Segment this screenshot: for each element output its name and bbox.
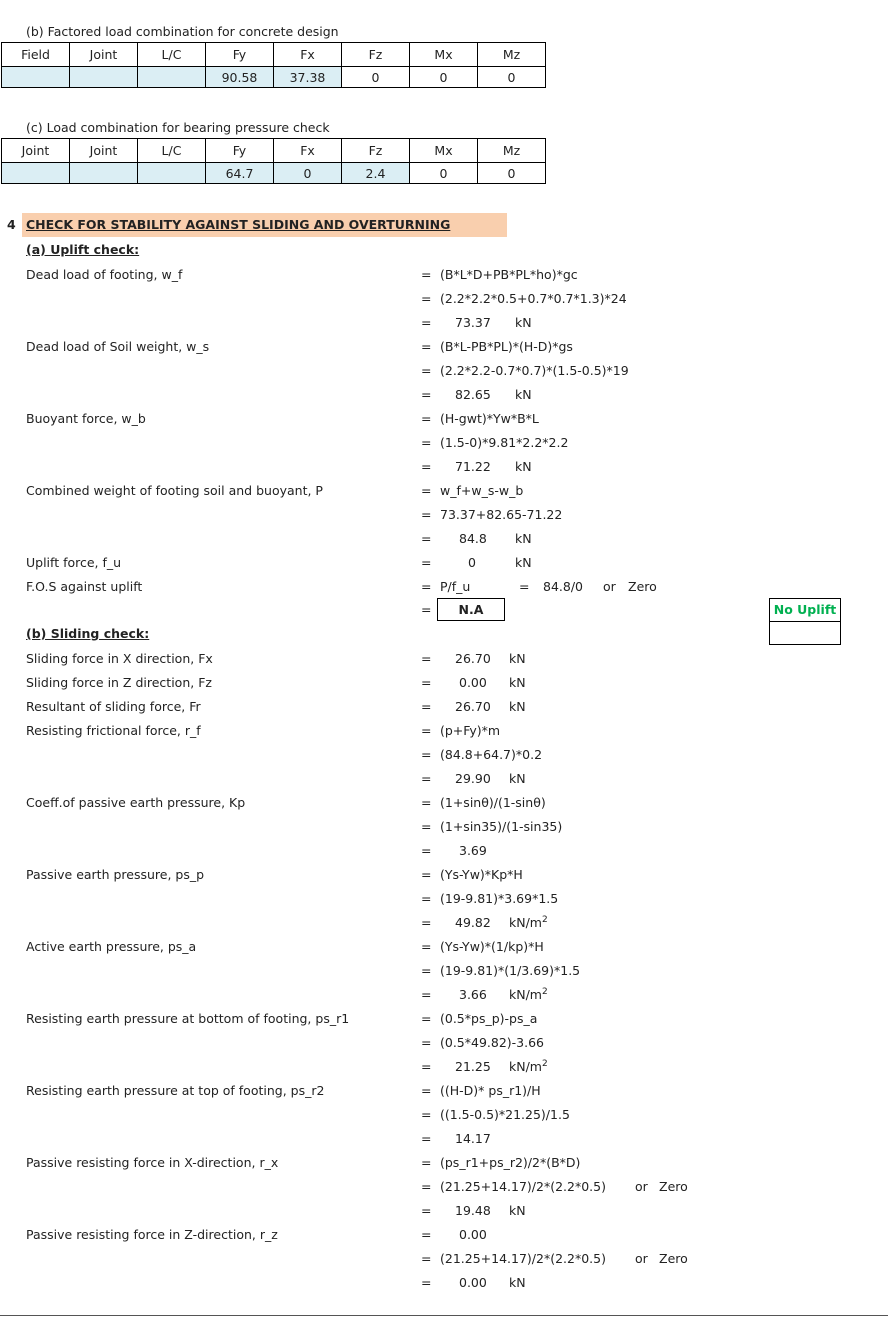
calc-formula: P/f_u xyxy=(440,579,471,594)
table-cell[interactable]: 0 xyxy=(410,67,478,88)
calc-value: 29.90 xyxy=(455,771,491,786)
table-cell[interactable] xyxy=(138,67,206,88)
equals-sign: = xyxy=(421,867,432,882)
unit-superscript: 2 xyxy=(541,987,548,997)
calc-label: Active earth pressure, ps_a xyxy=(26,939,197,954)
table-row xyxy=(2,163,546,184)
equals-sign: = xyxy=(421,507,432,522)
calc-formula: (B*L-PB*PL)*(H-D)*gs xyxy=(440,339,573,354)
calc-unit: kN xyxy=(509,651,526,666)
equals-sign: = xyxy=(421,267,432,282)
equals-sign: = xyxy=(421,1083,432,1098)
calc-unit xyxy=(509,915,548,930)
calc-value: 19.48 xyxy=(455,1203,491,1218)
equals-sign: = xyxy=(421,1227,432,1242)
calc-value: 14.17 xyxy=(455,1131,491,1146)
calc-label: Resisting frictional force, r_f xyxy=(26,723,201,738)
calc-value: 21.25 xyxy=(455,1059,491,1074)
load-combination-table-c xyxy=(1,138,546,184)
calc-unit: kN xyxy=(509,699,526,714)
table-header-row xyxy=(2,43,546,67)
table-header-cell: Fz xyxy=(342,43,410,67)
calc-value: 49.82 xyxy=(455,915,491,930)
calc-formula: (Ys-Yw)*Kp*H xyxy=(440,867,523,882)
calc-unit xyxy=(509,1059,548,1074)
table-cell[interactable] xyxy=(2,67,70,88)
calc-label: Resisting earth pressure at bottom of footing, ps_r1 xyxy=(26,1011,350,1026)
page-bottom-divider xyxy=(0,1315,888,1316)
calc-unit: kN xyxy=(515,387,532,402)
calc-unit: kN xyxy=(509,1203,526,1218)
calc-formula: (ps_r1+ps_r2)/2*(B*D) xyxy=(440,1155,581,1170)
calc-label: Dead load of footing, w_f xyxy=(26,267,183,282)
calc-unit: kN xyxy=(509,771,526,786)
calc-label: Uplift force, f_u xyxy=(26,555,122,570)
section-title: CHECK FOR STABILITY AGAINST SLIDING AND OVERTURNING xyxy=(26,217,451,232)
calc-substitution: (19-9.81)*(1/3.69)*1.5 xyxy=(440,963,581,978)
table-cell[interactable]: 0 xyxy=(342,67,410,88)
table-cell[interactable]: 2.4 xyxy=(342,163,410,184)
calc-formula: (p+Fy)*m xyxy=(440,723,501,738)
table-header-cell: Field xyxy=(2,43,70,67)
table-header-cell: Mx xyxy=(410,139,478,163)
equals-sign: = xyxy=(421,339,432,354)
equals-sign: = xyxy=(421,771,432,786)
table-cell[interactable]: 37.38 xyxy=(274,67,342,88)
table-header-cell: L/C xyxy=(138,139,206,163)
unit-superscript: 2 xyxy=(541,1059,548,1069)
table-header-cell: Joint xyxy=(2,139,70,163)
section-number: 4 xyxy=(7,217,16,232)
calc-value: 0.00 xyxy=(459,1275,487,1290)
calc-label: Resisting earth pressure at top of footing, ps_r2 xyxy=(26,1083,325,1098)
equals-sign: = xyxy=(421,1203,432,1218)
table-header-cell: Mz xyxy=(478,43,546,67)
calc-label: Buoyant force, w_b xyxy=(26,411,146,426)
equals-sign: = xyxy=(421,1107,432,1122)
unit-text: kN/m xyxy=(509,915,542,931)
equals-sign: = xyxy=(421,891,432,906)
equals-sign: = xyxy=(421,723,432,738)
or-text: or xyxy=(603,579,616,594)
calc-unit: kN xyxy=(509,675,526,690)
equals-sign: = xyxy=(421,1275,432,1290)
calc-formula: w_f+w_s-w_b xyxy=(440,483,524,498)
table-row xyxy=(2,67,546,88)
zero-text: Zero xyxy=(628,579,657,594)
table-cell[interactable]: 0 xyxy=(274,163,342,184)
equals-sign: = xyxy=(421,1131,432,1146)
table-cell[interactable]: 90.58 xyxy=(206,67,274,88)
calc-formula: (1+sinθ)/(1-sinθ) xyxy=(440,795,546,810)
unit-text: kN/m xyxy=(509,1059,542,1075)
unit-text: kN/m xyxy=(509,987,542,1003)
equals-sign: = xyxy=(421,915,432,930)
calc-value: 82.65 xyxy=(455,387,491,402)
calc-value: 0.00 xyxy=(459,675,487,690)
calc-formula: (H-gwt)*Yw*B*L xyxy=(440,411,539,426)
calc-formula: (B*L*D+PB*PL*ho)*gc xyxy=(440,267,578,282)
table-cell[interactable]: 64.7 xyxy=(206,163,274,184)
equals-sign: = xyxy=(421,435,432,450)
table-header-cell: Joint xyxy=(70,43,138,67)
table-header-cell: L/C xyxy=(138,43,206,67)
calc-value: 0.00 xyxy=(459,1227,487,1242)
equals-sign: = xyxy=(421,579,432,594)
equals-sign: = xyxy=(421,1155,432,1170)
calc-substitution: (0.5*49.82)-3.66 xyxy=(440,1035,545,1050)
or-text: or xyxy=(635,1179,648,1194)
equals-sign: = xyxy=(421,387,432,402)
equals-sign: = xyxy=(421,1251,432,1266)
equals-sign: = xyxy=(421,939,432,954)
equals-sign: = xyxy=(421,699,432,714)
table-c-caption: (c) Load combination for bearing pressure check xyxy=(26,120,330,135)
calc-substitution: (2.2*2.2-0.7*0.7)*(1.5-0.5)*19 xyxy=(440,363,629,378)
calc-label: Resultant of sliding force, Fr xyxy=(26,699,201,714)
equals-sign: = xyxy=(421,987,432,1002)
calc-label: Passive resisting force in Z-direction, r_z xyxy=(26,1227,278,1242)
table-cell[interactable]: 0 xyxy=(478,67,546,88)
calc-value: 84.8 xyxy=(459,531,487,546)
calc-substitution: (21.25+14.17)/2*(2.2*0.5) xyxy=(440,1179,606,1194)
calc-formula: (Ys-Yw)*(1/kp)*H xyxy=(440,939,544,954)
equals-sign: = xyxy=(421,819,432,834)
calc-value: 3.69 xyxy=(459,843,487,858)
equals-sign: = xyxy=(421,459,432,474)
or-text: or xyxy=(635,1251,648,1266)
equals-sign: = xyxy=(519,579,530,594)
table-cell[interactable]: 0 xyxy=(410,163,478,184)
equals-sign: = xyxy=(421,795,432,810)
uplift-status-box xyxy=(769,598,841,645)
unit-superscript: 2 xyxy=(541,915,548,925)
equals-sign: = xyxy=(421,411,432,426)
calc-label: Passive earth pressure, ps_p xyxy=(26,867,205,882)
table-cell[interactable] xyxy=(70,163,138,184)
equals-sign: = xyxy=(421,963,432,978)
equals-sign: = xyxy=(421,843,432,858)
calc-unit xyxy=(509,987,548,1002)
table-header-cell: Mz xyxy=(478,139,546,163)
table-header-cell: Joint xyxy=(70,139,138,163)
calc-unit: kN xyxy=(509,1275,526,1290)
calc-formula: (0.5*ps_p)-ps_a xyxy=(440,1011,538,1026)
equals-sign: = xyxy=(421,747,432,762)
calc-value: 0 xyxy=(468,555,476,570)
calc-substitution: (21.25+14.17)/2*(2.2*0.5) xyxy=(440,1251,606,1266)
zero-text: Zero xyxy=(659,1179,688,1194)
table-cell[interactable] xyxy=(2,163,70,184)
equals-sign: = xyxy=(421,1011,432,1026)
zero-text: Zero xyxy=(659,1251,688,1266)
table-b-caption: (b) Factored load combination for concrete design xyxy=(26,24,339,39)
equals-sign: = xyxy=(421,675,432,690)
calc-label: Sliding force in X direction, Fx xyxy=(26,651,213,666)
table-cell[interactable] xyxy=(138,163,206,184)
equals-sign: = xyxy=(421,291,432,306)
equals-sign: = xyxy=(421,1035,432,1050)
calc-value: 73.37 xyxy=(455,315,491,330)
calc-unit: kN xyxy=(515,459,532,474)
calc-value: 71.22 xyxy=(455,459,491,474)
equals-sign: = xyxy=(421,651,432,666)
calc-value: 26.70 xyxy=(455,699,491,714)
calc-substitution: (19-9.81)*3.69*1.5 xyxy=(440,891,559,906)
sliding-check-title: (b) Sliding check: xyxy=(26,626,150,641)
uplift-check-title: (a) Uplift check: xyxy=(26,242,140,257)
equals-sign: = xyxy=(421,1059,432,1074)
table-cell[interactable]: 0 xyxy=(478,163,546,184)
equals-sign: = xyxy=(421,531,432,546)
calc-substitution: (2.2*2.2*0.5+0.7*0.7*1.3)*24 xyxy=(440,291,627,306)
calc-value: 26.70 xyxy=(455,651,491,666)
equals-sign: = xyxy=(421,1179,432,1194)
table-header-cell: Fz xyxy=(342,139,410,163)
equals-sign: = xyxy=(421,483,432,498)
table-cell[interactable] xyxy=(70,67,138,88)
calc-label: Coeff.of passive earth pressure, Kp xyxy=(26,795,246,810)
equals-sign: = xyxy=(421,315,432,330)
calc-value: 3.66 xyxy=(459,987,487,1002)
calc-label: Sliding force in Z direction, Fz xyxy=(26,675,212,690)
calc-substitution: (1.5-0)*9.81*2.2*2.2 xyxy=(440,435,569,450)
calc-formula: ((H-D)* ps_r1)/H xyxy=(440,1083,541,1098)
calc-substitution: ((1.5-0.5)*21.25)/1.5 xyxy=(440,1107,570,1122)
fos-result[interactable]: N.A xyxy=(437,598,505,621)
load-combination-table-b xyxy=(1,42,546,88)
calc-unit: kN xyxy=(515,555,532,570)
table-header-cell: Fx xyxy=(274,43,342,67)
equals-sign: = xyxy=(421,555,432,570)
calc-label: F.O.S against uplift xyxy=(26,579,143,594)
table-header-cell: Fy xyxy=(206,43,274,67)
calc-label: Dead load of Soil weight, w_s xyxy=(26,339,210,354)
uplift-status: No Uplift xyxy=(770,599,840,622)
table-header-cell: Mx xyxy=(410,43,478,67)
calc-label: Combined weight of footing soil and buoyant, P xyxy=(26,483,323,498)
calc-substitution: 84.8/0 xyxy=(543,579,583,594)
calc-unit: kN xyxy=(515,315,532,330)
equals-sign: = xyxy=(421,602,432,617)
calc-substitution: (1+sin35)/(1-sin35) xyxy=(440,819,563,834)
calc-substitution: (84.8+64.7)*0.2 xyxy=(440,747,543,762)
calc-unit: kN xyxy=(515,531,532,546)
calc-substitution: 73.37+82.65-71.22 xyxy=(440,507,563,522)
table-header-row xyxy=(2,139,546,163)
table-header-cell: Fy xyxy=(206,139,274,163)
calc-label: Passive resisting force in X-direction, r_x xyxy=(26,1155,279,1170)
equals-sign: = xyxy=(421,363,432,378)
table-header-cell: Fx xyxy=(274,139,342,163)
